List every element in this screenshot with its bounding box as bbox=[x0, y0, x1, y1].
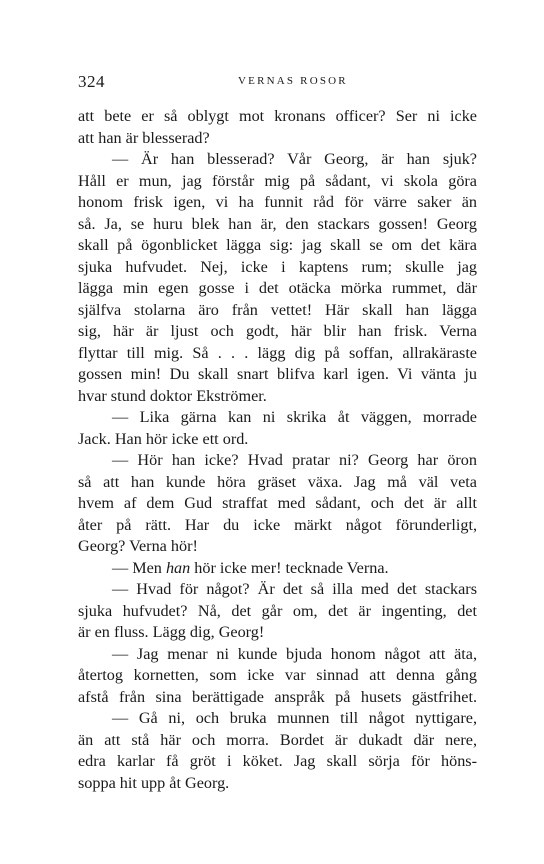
text-line: flyttar till mig. Så . . . lägg dig på soffan, allrakäraste bbox=[78, 343, 477, 362]
text-line: Georg? Verna hör! bbox=[78, 537, 198, 555]
running-title: VERNAS ROSOR bbox=[238, 75, 348, 87]
text-fragment: — Men bbox=[112, 558, 166, 577]
text-line: honom frisk igen, vi ha funnit råd för värre saker än bbox=[78, 193, 477, 211]
text-line: lägga min egen gosse i det otäcka mörka rummet, där bbox=[78, 279, 477, 297]
text-line: afstå från sina berättigade anspråk på husets gästfrihet. bbox=[78, 687, 477, 706]
text-line: så att han kunde höra gräset växa. Jag må väl veta bbox=[78, 472, 477, 491]
text-line: edra karlar få gröt i köket. Jag skall sörja för höns- bbox=[78, 752, 477, 770]
text-line: än att stå här och morra. Bordet är dukadt där nere, bbox=[78, 730, 477, 749]
text-line: åter på rätt. Har du icke märkt något förunderligt, bbox=[78, 515, 477, 534]
text-line: soppa hit upp åt Georg. bbox=[78, 773, 230, 792]
text-line: skall på ögonblicket lägga sig: jag skall se om det kära bbox=[78, 236, 477, 254]
text-line: — Jag menar ni kunde bjuda honom något att äta, bbox=[112, 644, 477, 663]
text-line: — Hör han icke? Hvad pratar ni? Georg har öron bbox=[112, 451, 477, 469]
text-line: att han är blesserad? bbox=[78, 128, 210, 147]
text-line: att bete er så oblygt mot kronans officer? Ser ni icke bbox=[78, 107, 477, 125]
text-line: så. Ja, se huru blek han är, den stackars gossen! Georg bbox=[78, 214, 477, 233]
text-line: — Hvad för något? Är det så illa med det stackars bbox=[112, 580, 477, 598]
text-line: Håll er mun, jag förstår mig på sådant, vi skola göra bbox=[78, 171, 477, 190]
text-line: — Lika gärna kan ni skrika åt väggen, morrade bbox=[112, 408, 477, 426]
body-text bbox=[78, 106, 477, 794]
page-number: 324 bbox=[78, 72, 105, 91]
text-line: återtog kornetten, som icke var sinnad att denna gång bbox=[78, 666, 477, 684]
text-line: — Är han blesserad? Vår Georg, är han sjuk? bbox=[112, 150, 477, 168]
text-line: sjuka hufvudet? Nå, det går om, det är ingenting, det bbox=[78, 601, 477, 620]
text-line: gossen min! Du skall snart blifva karl igen. Vi vänta ju bbox=[78, 365, 477, 383]
text-line: hvar stund doktor Ekströmer. bbox=[78, 386, 267, 405]
emphasized-word: han bbox=[165, 558, 191, 577]
text-line: sjuka hufvudet. Nej, icke i kaptens rum; skulle jag bbox=[78, 257, 477, 276]
text-line-emphasis bbox=[78, 558, 477, 580]
running-head bbox=[78, 72, 478, 96]
text-line: hvem af dem Gud straffat med sådant, och det är allt bbox=[78, 494, 477, 512]
text-line: Jack. Han hör icke ett ord. bbox=[78, 429, 249, 448]
text-line: — Gå ni, och bruka munnen till något nyttigare, bbox=[112, 709, 477, 727]
text-line: är en fluss. Lägg dig, Georg! bbox=[78, 623, 265, 641]
text-line: sig, här är ljust och godt, här blir han frisk. Verna bbox=[78, 322, 477, 340]
text-fragment: hör icke mer! tecknade Verna. bbox=[190, 558, 389, 577]
text-line: själfva stolarna äro från vettet! Här skall han lägga bbox=[78, 300, 477, 319]
